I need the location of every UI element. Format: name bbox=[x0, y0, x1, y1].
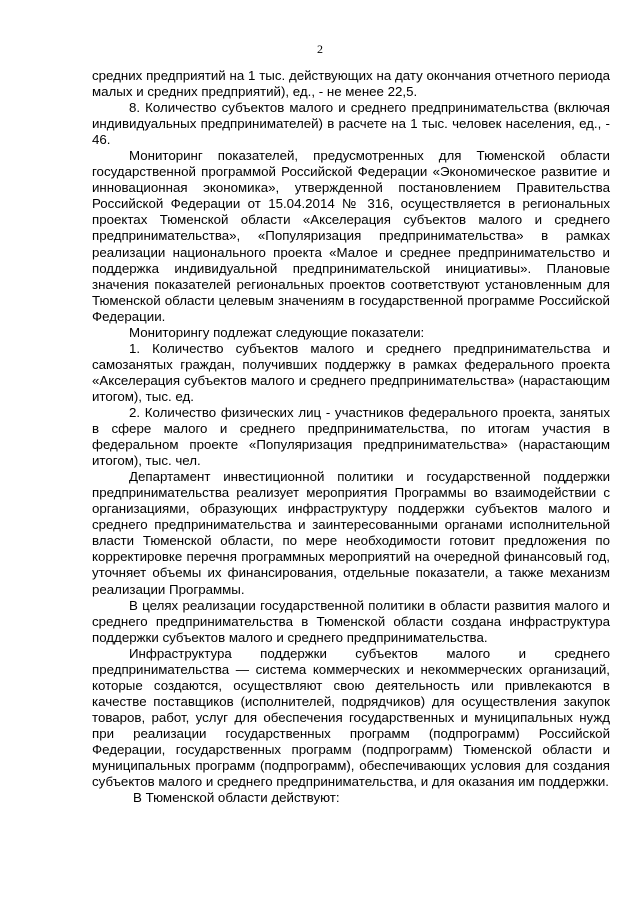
paragraph-item-8: 8. Количество субъектов малого и среднего предпринимательства (включая индивидуальных предпринимателей) в расчете на 1 тыс. человек населения, ед., - 46. bbox=[92, 100, 610, 148]
paragraph-infrastructure-definition: Инфраструктура поддержки субъектов малого и среднего предпринимательства — система коммерческих и некоммерческих организаций, которые создаются, осуществляют свою деятельность или привлекаются в качестве поставщиков (исполнителей, подрядчиков) для осуществления закупок товаров, работ, услуг для обеспечения государственных и муниципальных нужд при реализации государственных программ (подпрограмм) Российской Федерации, государственных программ (подпрограмм) Тюменской области и муниципальных программ (подпрограмм), обеспечивающих условия для создания субъектов малого и среднего предпринимательства, и для оказания им поддержки. bbox=[92, 645, 610, 790]
paragraph-operating-in-region: В Тюменской области действуют: bbox=[133, 790, 340, 806]
paragraph-indicator-1: 1. Количество субъектов малого и среднего предпринимательства и самозанятых граждан, получивших поддержку в рамках федерального проекта «Акселерация субъектов малого и среднего предпринимательства» (нарастающим итогом), тыс. ед. bbox=[92, 340, 610, 404]
paragraph-continuation: средних предприятий на 1 тыс. действующих на дату окончания отчетного периода малых и средних предприятий), ед., - не менее 22,5. bbox=[92, 68, 610, 100]
paragraph-monitoring-indicators: Мониторинг показателей, предусмотренных для Тюменской области государственной программой Российской Федерации «Экономическое развитие и инновационная экономика», утвержденной постановлением Правительства Российской Федерации от 15.04.2014 № 316, осуществляется в региональных проектах Тюменской области «Акселерация субъектов малого и среднего предпринимательства», «Популяризация предпринимательства» в рамках реализации национального проекта «Малое и среднее предпринимательство и поддержка индивидуальной предпринимательской инициативы». Плановые значения показателей региональных проектов соответствуют установленным для Тюменской области целевым значениям в государственной программе Российской Федерации. bbox=[92, 148, 610, 324]
page-number: 2 bbox=[317, 42, 323, 56]
paragraph-indicator-2: 2. Количество физических лиц - участников федерального проекта, занятых в сфере малого и среднего предпринимательства, по итогам участия в федеральном проекте «Популяризация предпринимательства» (нарастающим итогом), тыс. чел. bbox=[92, 404, 610, 469]
document-body bbox=[92, 68, 610, 806]
paragraph-monitoring-subject: Мониторингу подлежат следующие показатели: bbox=[129, 324, 425, 340]
paragraph-department-role: Департамент инвестиционной политики и государственной поддержки предпринимательства реализует мероприятия Программы во взаимодействии с организациями, образующих инфраструктуру поддержки субъектов малого и среднего предпринимательства и заинтересованными органами исполнительной власти Тюменской области, по мере необходимости готовит предложения по корректировке перечня программных мероприятий на очередной финансовый год, уточняет объемы их финансирования, отдельные показатели, а также механизм реализации Программы. bbox=[92, 469, 610, 597]
paragraph-infrastructure-created: В целях реализации государственной политики в области развития малого и среднего предпринимательства в Тюменской области создана инфраструктура поддержки субъектов малого и среднего предпринимательства. bbox=[92, 597, 610, 645]
